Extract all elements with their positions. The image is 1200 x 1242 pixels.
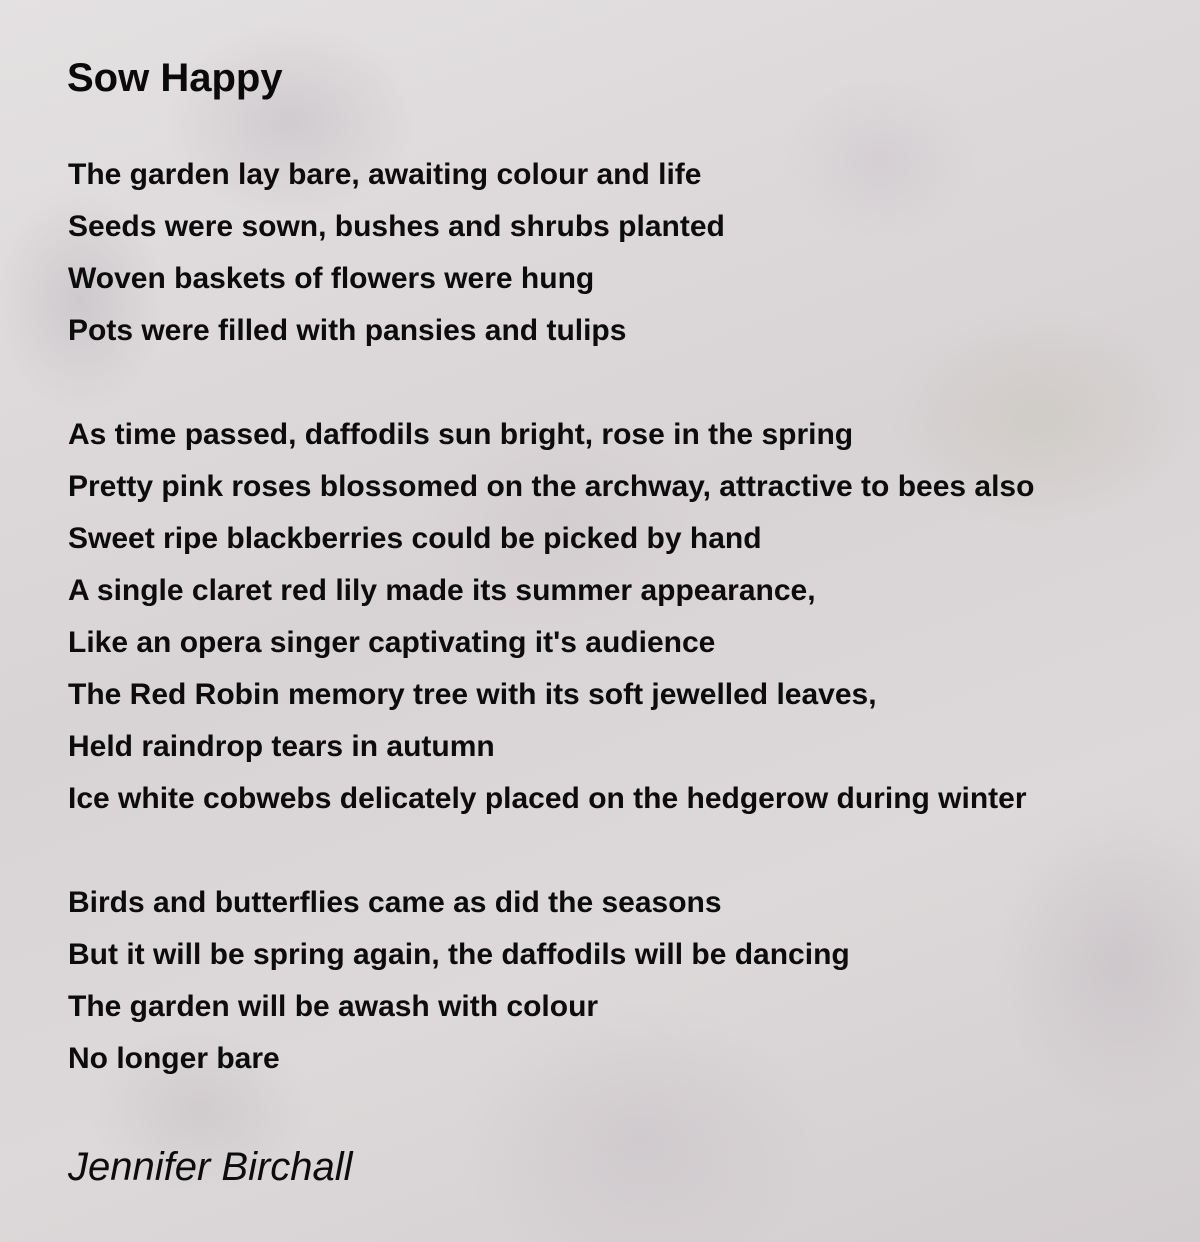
poem-line: Pots were filled with pansies and tulips [68, 314, 627, 347]
stanza-3 [68, 877, 1178, 1085]
poem-line: The garden will be awash with colour [68, 990, 599, 1023]
poem-line: Held raindrop tears in autumn [68, 730, 495, 763]
poem-line: The Red Robin memory tree with its soft jewelled leaves, [68, 678, 877, 711]
poem-line: But it will be spring again, the daffodils will be dancing [68, 938, 850, 971]
poem-author: Jennifer Birchall [68, 1145, 353, 1189]
poem-line: Seeds were sown, bushes and shrubs planted [68, 210, 725, 243]
poem-line: Ice white cobwebs delicately placed on the hedgerow during winter [68, 782, 1027, 815]
poem-line: The garden lay bare, awaiting colour and life [68, 158, 702, 191]
poem-line: Pretty pink roses blossomed on the archway, attractive to bees also [68, 470, 1035, 503]
poem-line: Sweet ripe blackberries could be picked by hand [68, 522, 762, 555]
poem-line: No longer bare [68, 1042, 280, 1075]
poem-line: A single claret red lily made its summer appearance, [68, 574, 816, 607]
poem-body [68, 149, 1178, 1085]
stanza-1 [68, 149, 1178, 357]
poem-line: Woven baskets of flowers were hung [68, 262, 595, 295]
poem-line: As time passed, daffodils sun bright, rose in the spring [68, 418, 854, 451]
poem-line: Like an opera singer captivating it's audience [68, 626, 716, 659]
poem-line: Birds and butterflies came as did the seasons [68, 886, 722, 919]
poem-title: Sow Happy [67, 56, 283, 100]
stanza-2 [68, 409, 1178, 825]
